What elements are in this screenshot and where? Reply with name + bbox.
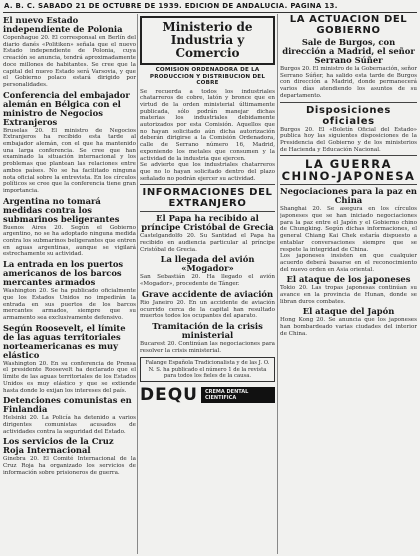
ministry-title: Ministerio de Industria y Comercio [162, 20, 253, 60]
headline: Según Roosevelt, el límite de las aguas territoriales norteamericanas es muy elástico [3, 322, 126, 360]
headline: Conferencia del embajador alemán en Bélgica con el ministro de Negocios Extranjeros [3, 89, 130, 127]
article-text: Bruselas 20. El ministro de Negocios Extranjeros ha recibido esta tarde al embajador alemán, con el que ha mantenido una larga conferencia. Se cree que han examinado la situación internacional y los problemas que plantean las relaciones entre ambos países. No se ha facilitado ninguna nota oficial sobre la entrevista. En los círculos políticos se cree que la conferencia tiene gran importancia. [3, 127, 136, 194]
section-title: LA GUERRA CHINO-JAPONESA [281, 157, 416, 184]
article-text: Burgos 20. El «Boletín Oficial del Estado» publica hoy las siguientes disposiciones de la Presidencia del Gobierno y de los ministerios de Hacienda y Educación Nacional. [280, 126, 417, 153]
headline: El Papa ha recibido al príncipe Cristóbal de Grecia [141, 213, 274, 233]
headline: El nuevo Estado independiente de Polonia [3, 15, 123, 34]
section-rule [140, 184, 275, 185]
headline: El ataque del Japón [302, 306, 395, 317]
advertisement [140, 385, 275, 405]
article-text: Bucarest 20. Continúan las negociaciones para resolver la crisis ministerial. [140, 340, 275, 354]
section-title: LA ACTUACION DEL GOBIERNO [289, 14, 408, 36]
column-divider [137, 14, 138, 554]
section-rule [280, 102, 417, 103]
article-text: Se advierte que los industriales chatarreros que no lo hayan solicitado dentro del plazo señalado no podrán ejercer su actividad. [140, 162, 275, 182]
header-rule [3, 12, 417, 13]
headline: La entrada en los puertos americanos de los barcos mercantes armados [3, 259, 124, 288]
notice-text: Falange Española Tradicionalista y de las J. O. N. S. ha publicado el número 1 de la revista para todos los fieles de la causa. [145, 360, 270, 379]
section-rule [280, 155, 417, 156]
ministry-notice-box [140, 16, 275, 65]
article-text: Copenhague 20. El corresponsal en Berlín del diario danés «Politiken» señala que el nuevo Estado independiente de Polonia, cuya creación se anuncia, tendrá aproximadamente doce millones de habitantes. Se cree que la capital del nuevo Estado será Varsovia, y que el Gobierno polaco estará dirigido por personalidades. [3, 35, 136, 88]
page-header: A. B. C. SABADO 21 DE OCTUBRE DE 1939. EDICION DE ANDALUCIA. PAGINA 13. [4, 2, 338, 10]
article-text: Se recuerda a todos los industriales chatarreros de cobre, latón y bronce que en virtud de la orden ministerial últimamente publicada, sólo podrán manejar dichas materias los industriales debidamente autorizados por esta Comisión. Aquellos que no hayan solicitado aún dicha autorización deberán dirigirse a la Comisión Ordenadora, calle de Serrano número 16, Madrid, exponiendo los metales que consumen y la actividad de la industria que ejercen. [140, 88, 275, 162]
section-rule [280, 184, 417, 185]
article-text: Washington 20. En su conferencia de Prensa el presidente Roosevelt ha declarado que el límite de las aguas territoriales de los Estados Unidos es muy elástico y que se extiende hasta donde lo exijan los intereses del país. [3, 360, 136, 394]
column-2 [140, 14, 275, 554]
section-rule [140, 211, 275, 212]
article-text: Burgos 20. El ministro de la Gobernación, señor Serrano Súñer, ha salido esta tarde de Burgos con dirección a Madrid, donde permanecerá varios días atendiendo los asuntos de su departamento. [280, 66, 417, 99]
article-text: Buenos Aires 20. Según el Gobierno argentino, no se ha adoptado ninguna medida contra los submarinos beligerantes que entren en aguas argentinas, aunque se vigilará estrechamente su actividad. [3, 224, 136, 258]
article-text: Ginebra 20. El Comité Internacional de la Cruz Roja ha organizado los servicios de información sobre prisioneros de guerra. [3, 456, 136, 476]
article-text: Rio Janeiro 20. En un accidente de aviación ocurrido cerca de la capital han resultado muertos todos los ocupantes del aparato. [140, 299, 275, 320]
section-title: INFORMACIONES DEL EXTRANJERO [142, 187, 273, 210]
article-text: Los japoneses insisten en que cualquier acuerdo deberá basarse en el reconocimiento del nuevo orden en Asia oriental. [280, 253, 417, 273]
headline: Los servicios de la Cruz Roja Internacional [3, 436, 114, 456]
headline: Argentina no tomará medidas contra los submarinos beligerantes [3, 195, 120, 224]
headline: El ataque de los japoneses [286, 274, 411, 285]
article-text: Tokio 20. Las tropas japonesas continúan su avance en la provincia de Hunan, donde se libran duros combates. [280, 285, 417, 305]
advertiser-tagline: CREMA DENTAL CIENTIFICA [201, 387, 275, 403]
article-text: San Sebastián 20. Ha llegado el avión «Mogador», procedente de Tánger. [140, 274, 275, 288]
headline: Negociaciones para la paz en China [280, 186, 417, 206]
column-3 [280, 14, 417, 554]
headline: Tramitación de la crisis ministerial [152, 320, 263, 340]
article-text: Castelgandolfo 20. Su Santidad el Papa ha recibido en audiencia particular al príncipe Cristóbal de Grecia. [140, 233, 275, 253]
article-text: Shanghai 20. Se asegura en los círculos japoneses que se han iniciado negociaciones para la paz entre el Japón y el Gobierno chino de Chungking. Según dichas informaciones, el general Chiang Kai Chek estaría dispuesto a entablar conversaciones siempre que se respete la integridad de China. [280, 206, 417, 253]
article-text: Hong Kong 20. Se anuncia que los japoneses han bombardeado varias ciudades del interior de China. [280, 317, 417, 337]
commission-title: COMISION ORDENADORA DE LA PRODUCCION Y DISTRIBUCION DEL COBRE [149, 67, 266, 86]
headline: Detenciones comunistas en Finlandia [3, 395, 132, 415]
section-title: Disposiciones oficiales [306, 104, 391, 127]
headline: Sale de Burgos, con dirección a Madrid, el señor Serrano Súñer [282, 37, 415, 65]
headline: La llegada del avión «Mogador» [160, 254, 255, 274]
column-1 [3, 14, 136, 554]
column-divider [277, 14, 278, 554]
advertiser-logo: DEQU [140, 384, 198, 405]
article-text: Washington 20. Se ha publicado oficialmente que los Estados Unidos no impedirán la entrada en sus puertos de los barcos mercantes armados, siempre que su armamento sea exclusivamente defensivo. [3, 288, 136, 321]
falange-notice [140, 357, 275, 382]
article-text: Helsinki 20. La Policía ha detenido a varios dirigentes comunistas acusados de actividades contra la seguridad del Estado. [3, 415, 136, 435]
headline: Grave accidente de aviación [141, 288, 274, 299]
